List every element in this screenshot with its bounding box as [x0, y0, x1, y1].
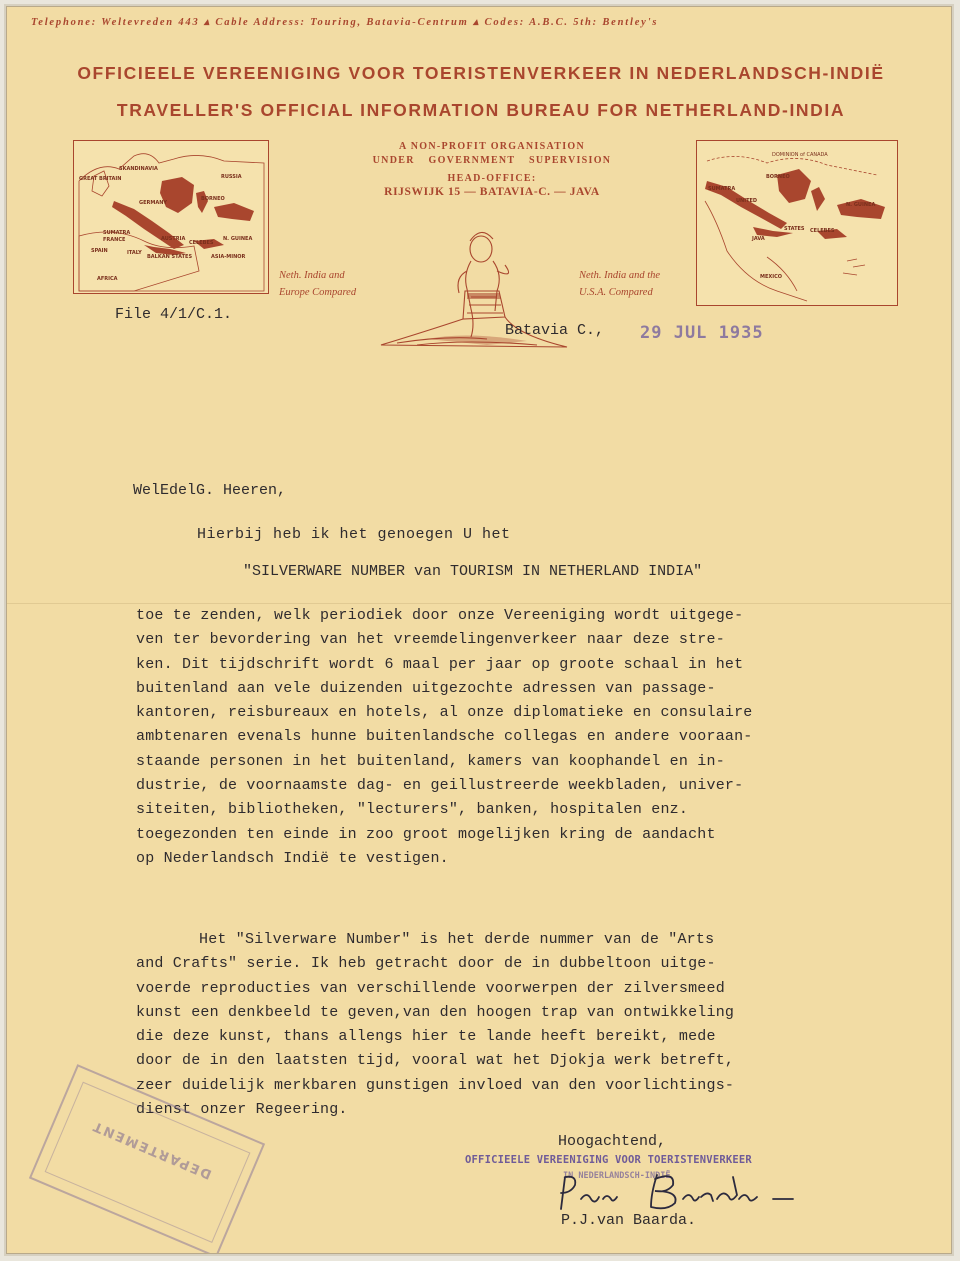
body-line: zeer duidelijk merkbaren gunstigen invloed van den voorlichtings- — [136, 1076, 735, 1094]
map-label: AFRICA — [97, 276, 118, 282]
file-reference: File 4/1/C.1. — [115, 306, 233, 323]
date-stamp: 29 JUL 1935 — [640, 323, 764, 343]
map-label: CELEBES — [189, 240, 214, 246]
map-label: SUMATRA — [708, 186, 736, 192]
handwritten-signature — [547, 1169, 867, 1215]
body-line: ken. Dit tijdschrift wordt 6 maal per jaar op groote schaal in het — [136, 655, 744, 673]
body-line: dienst onzer Regeering. — [136, 1101, 348, 1119]
body-line: door de in den laatsten tijd, vooral wat het Djokja werk betreft, — [136, 1052, 735, 1070]
salutation: WelEdelG. Heeren, — [133, 482, 287, 499]
europe-map-labels — [73, 140, 267, 292]
body-line: buitenland aan vele duizenden uitgezochte adressen van passage- — [136, 679, 716, 697]
caption-line: Neth. India and the — [579, 270, 661, 281]
map-label: SUMATRA — [103, 230, 131, 236]
body-line: kunst een denkbeeld te geven,van den hoogen trap van ontwikkeling — [136, 1003, 735, 1021]
map-label: N. GUINEA — [846, 202, 876, 208]
caption-line: U.S.A. Compared — [579, 287, 653, 298]
contact-line: Telephone: Weltevreden 443 ▴ Cable Address: Touring, Batavia-Centrum ▴ Codes: A.B.C. 5th: Bentley's — [31, 17, 659, 28]
body-line: staande personen in het buitenland, kamers van koophandel en in- — [136, 752, 725, 770]
body-line: siteiten, bibliotheken, "lecturers", banken, hospitalen enz. — [136, 801, 689, 819]
map-label: FRANCE — [103, 237, 126, 243]
map-label: CELEBES — [810, 228, 835, 234]
map-label: BALKAN STATES — [147, 254, 193, 260]
map-label: GERMANY — [139, 200, 168, 206]
letter-sheet — [6, 6, 952, 1254]
caption-line: Europe Compared — [279, 287, 357, 298]
body-line: voerde reproducties van verschillende voorwerpen der zilversmeed — [136, 979, 725, 997]
closing: Hoogachtend, — [558, 1133, 667, 1150]
publication-title: "SILVERWARE NUMBER van TOURISM IN NETHERLAND INDIA" — [243, 563, 703, 580]
signature-stamp-line-2: IN NEDERLANDSCH-INDIË — [563, 1171, 671, 1181]
body-line: dustrie, de voornaamste dag- en geillustreerde weekbladen, univer- — [136, 777, 744, 795]
map-label: SKANDINAVIA — [119, 166, 158, 172]
body-line: ven ter bevordering van het vreemdelingenverkeer naar deze stre- — [136, 631, 725, 649]
signature-stamp-line-1: OFFICIEELE VEREENIGING VOOR TOERISTENVERKEER — [465, 1154, 752, 1166]
left-map-caption — [279, 267, 356, 301]
receipt-stamp-text: DEPARTEMENT — [89, 1117, 215, 1182]
map-label: BORNEO — [766, 174, 790, 180]
head-office-label: HEAD-OFFICE: — [447, 173, 537, 184]
map-label: DOMINION of CANADA — [772, 152, 828, 158]
map-label: STATES — [784, 226, 805, 232]
map-label: ITALY — [127, 250, 142, 256]
body-line: toe te zenden, welk periodiek door onze Vereeniging wordt uitgege- — [136, 607, 744, 624]
signatory-name: P.J.van Baarda. — [561, 1212, 697, 1229]
org-line: A NON-PROFIT ORGANISATION — [398, 141, 586, 152]
body-line: Het "Silverware Number" is het derde nummer van de "Arts — [199, 931, 715, 948]
organisation-block — [347, 140, 637, 199]
intro-line: Hierbij heb ik het genoegen U het — [197, 526, 511, 543]
caption-line: Neth. India and — [279, 270, 345, 281]
map-label: JAVA — [752, 236, 765, 242]
body-line: die deze kunst, thans allengs hier te lande heeft bereikt, mede — [136, 1028, 716, 1046]
right-map-caption — [579, 267, 660, 301]
body-line: and Crafts" serie. Ik heb getracht door de in dubbeltoon uitge- — [136, 955, 716, 973]
body-line: kantoren, reisbureaux en hotels, al onze diplomatieke en consulaire — [136, 704, 753, 722]
map-label: N. GUINEA — [223, 236, 253, 242]
body-line: ambtenaren evenals hunne buitenlandsche collegas en andere vooraan- — [136, 728, 753, 746]
map-label: AUSTRIA — [161, 236, 186, 242]
head-office-address: RIJSWIJK 15 — BATAVIA-C. — JAVA — [384, 185, 600, 198]
map-label: UNITED — [736, 198, 758, 204]
usa-map-labels — [696, 140, 896, 304]
paragraph-2 — [136, 928, 734, 1122]
body-line: toegezonden ten einde in zoo groot mogelijken kring de aandacht — [136, 825, 716, 843]
place-line: Batavia C., — [505, 322, 605, 339]
map-label: RUSSIA — [221, 174, 242, 180]
body-line: op Nederlandsch Indië te vestigen. — [136, 849, 449, 867]
org-line: UNDER GOVERNMENT SUPERVISION — [372, 154, 612, 166]
paragraph-1 — [136, 604, 753, 871]
letterhead-title-english: TRAVELLER'S OFFICIAL INFORMATION BUREAU FOR NETHERLAND-INDIA — [116, 100, 846, 120]
map-label: BORNEO — [201, 196, 225, 202]
map-label: SPAIN — [91, 248, 108, 254]
map-label: MEXICO — [760, 274, 783, 280]
letterhead-title-dutch: OFFICIEELE VEREENIGING VOOR TOERISTENVERKEER IN NEDERLANDSCH-INDIË — [77, 63, 885, 83]
map-label: GREAT BRITAIN — [79, 176, 122, 182]
map-label: ASIA-MINOR — [211, 254, 246, 260]
